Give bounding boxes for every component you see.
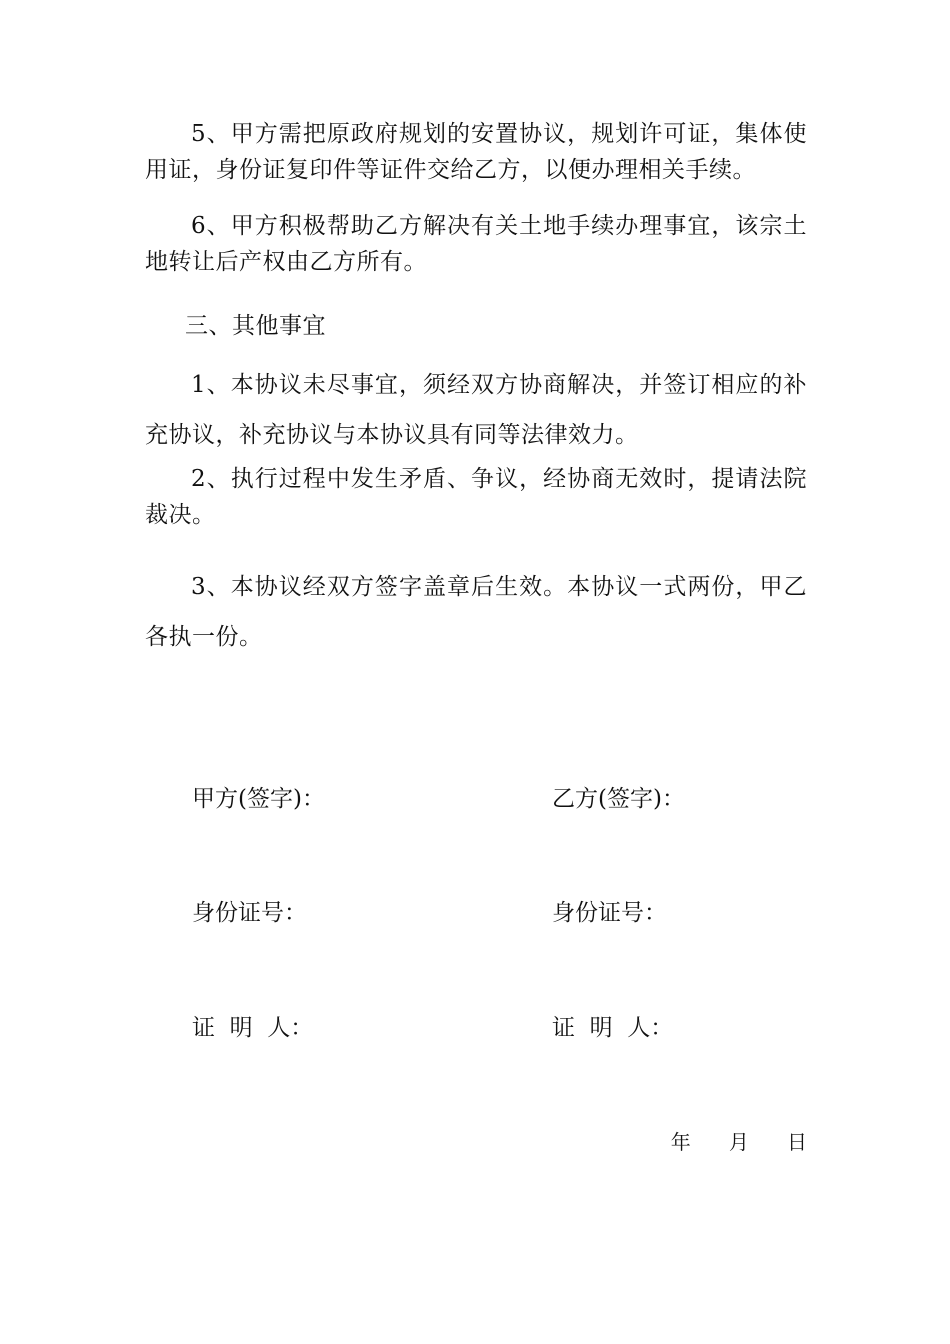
other-matters-item-1: 1、本协议未尽事宜，须经双方协商解决，并签订相应的补充协议，补充协议与本协议具有同等法律效力。 (145, 372, 807, 448)
other-matters-item-3: 3、本协议经双方签字盖章后生效。本协议一式两份，甲乙各执一份。 (145, 574, 807, 650)
other-matters-item-2: 2、执行过程中发生矛盾、争议，经协商无效时，提请法院裁决。 (145, 466, 807, 528)
party-b-witness-label: 证 明 人： (552, 1015, 674, 1041)
clause-6-paragraph: 6、甲方积极帮助乙方解决有关土地手续办理事宜，该宗土地转让后产权由乙方所有。 (145, 213, 807, 275)
party-a-id-label: 身份证号： (192, 900, 307, 926)
date-line: 年 月 日 (670, 1130, 807, 1154)
party-a-signature-label: 甲方(签字)： (192, 786, 325, 812)
section-heading-other-matters: 三、其他事宜 (185, 313, 326, 339)
clause-5-paragraph: 5、甲方需把原政府规划的安置协议，规划许可证，集体使用证，身份证复印件等证件交给乙方，以便办理相关手续。 (145, 121, 807, 183)
party-b-signature-label: 乙方(签字)： (552, 786, 685, 812)
party-b-id-label: 身份证号： (552, 900, 667, 926)
party-a-witness-label: 证 明 人： (192, 1015, 314, 1041)
